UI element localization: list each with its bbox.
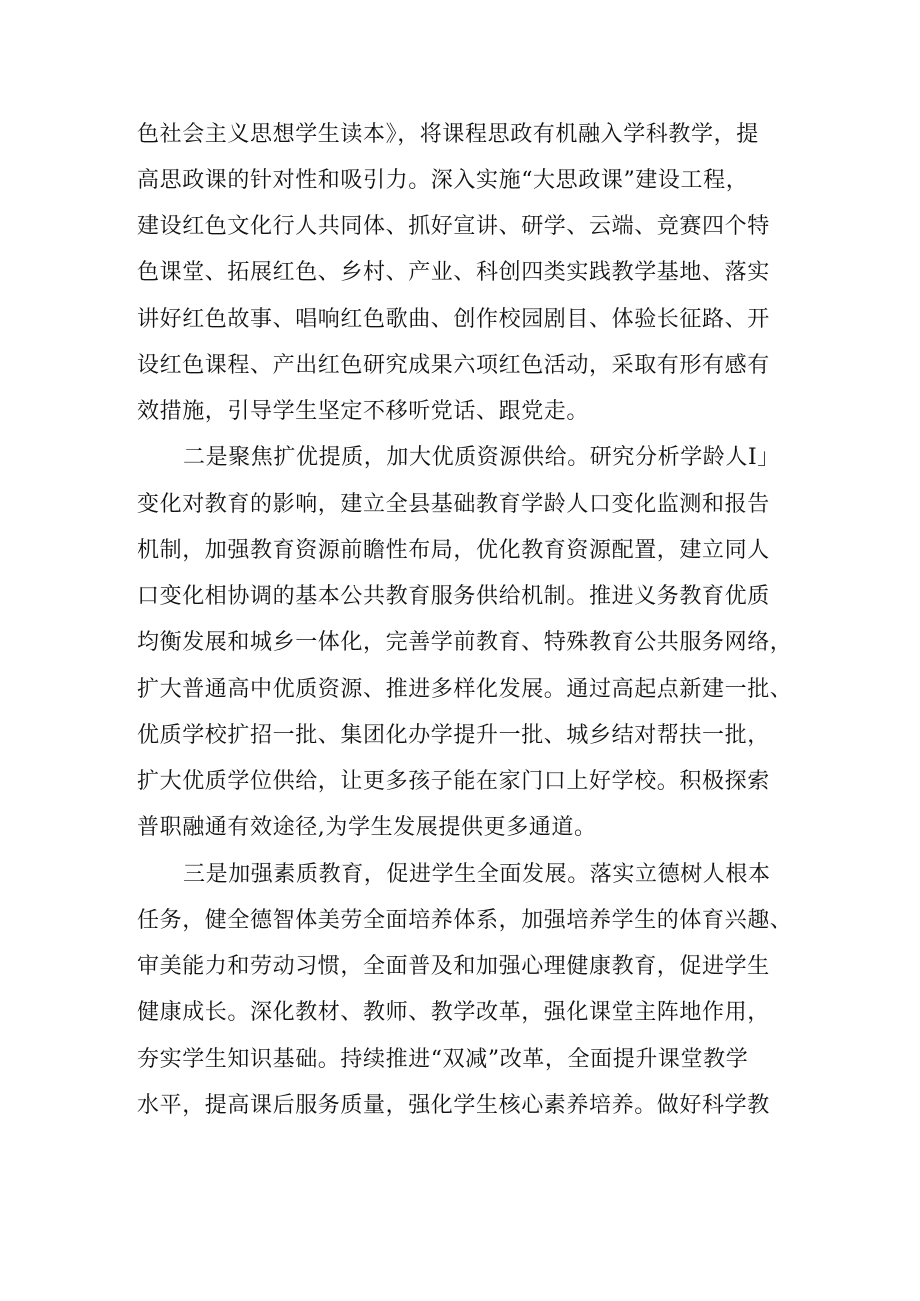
text-line: 色课堂、拓展红色、乡村、产业、科创四类实践教学基地、落实 bbox=[137, 260, 770, 285]
text-line: 健康成长。深化教材、教师、教学改革，强化课堂主阵地作用， bbox=[137, 1000, 770, 1025]
text-line: 效措施，引导学生坚定不移听党话、跟党走。 bbox=[137, 399, 590, 424]
text-line: 任务，健全德智体美劳全面培养体系，加强培养学生的体育兴趣、 bbox=[137, 908, 793, 933]
text-line: 口变化相协调的基本公共教育服务供给机制。推进义务教育优质 bbox=[137, 584, 770, 609]
text-line: 机制，加强教育资源前瞻性布局，优化教育资源配置，建立同人 bbox=[137, 538, 770, 563]
text-line: 扩大优质学位供给，让更多孩子能在家门口上好学校。积极探索 bbox=[137, 769, 770, 794]
paragraph-start-line: 三是加强素质教育，促进学生全面发展。落实立德树人根本 bbox=[183, 862, 771, 887]
paragraph-start-line: 二是聚焦扩优提质，加大优质资源供给。研究分析学龄人I」 bbox=[183, 445, 780, 470]
text-line: 夯实学生知识基础。持续推进“双减”改革，全面提升课堂教学 bbox=[137, 1047, 749, 1072]
text-line: 高思政课的针对性和吸引力。深入实施“大思政课”建设工程， bbox=[137, 168, 749, 193]
text-line: 建设红色文化行人共同体、抓好宣讲、研学、云端、竞赛四个特 bbox=[137, 214, 770, 239]
text-line: 色社会主义思想学生读本》，将课程思政有机融入学科教学，提 bbox=[137, 122, 759, 147]
text-line: 设红色课程、产出红色研究成果六项红色活动，采取有形有感有 bbox=[137, 353, 770, 378]
text-line: 审美能力和劳动习惯，全面普及和加强心理健康教育，促进学生 bbox=[137, 954, 770, 979]
text-line: 均衡发展和城乡一体化，完善学前教育、特殊教育公共服务网络， bbox=[137, 630, 793, 655]
text-line: 讲好红色故事、唱响红色歌曲、创作校园剧目、体验长征路、开 bbox=[137, 307, 770, 332]
text-line: 水平，提高课后服务质量，强化学生核心素养培养。做好科学教 bbox=[137, 1093, 770, 1118]
text-line: 优质学校扩招一批、集团化办学提升一批、城乡结对帮扶一批， bbox=[137, 723, 770, 748]
text-line: 扩大普通高中优质资源、推进多样化发展。通过高起点新建一批、 bbox=[137, 677, 793, 702]
text-line: 普职融通有效途径,为学生发展提供更多通道。 bbox=[137, 815, 597, 840]
text-line: 变化对教育的影响，建立全县基础教育学龄人口变化监测和报告 bbox=[137, 492, 770, 517]
